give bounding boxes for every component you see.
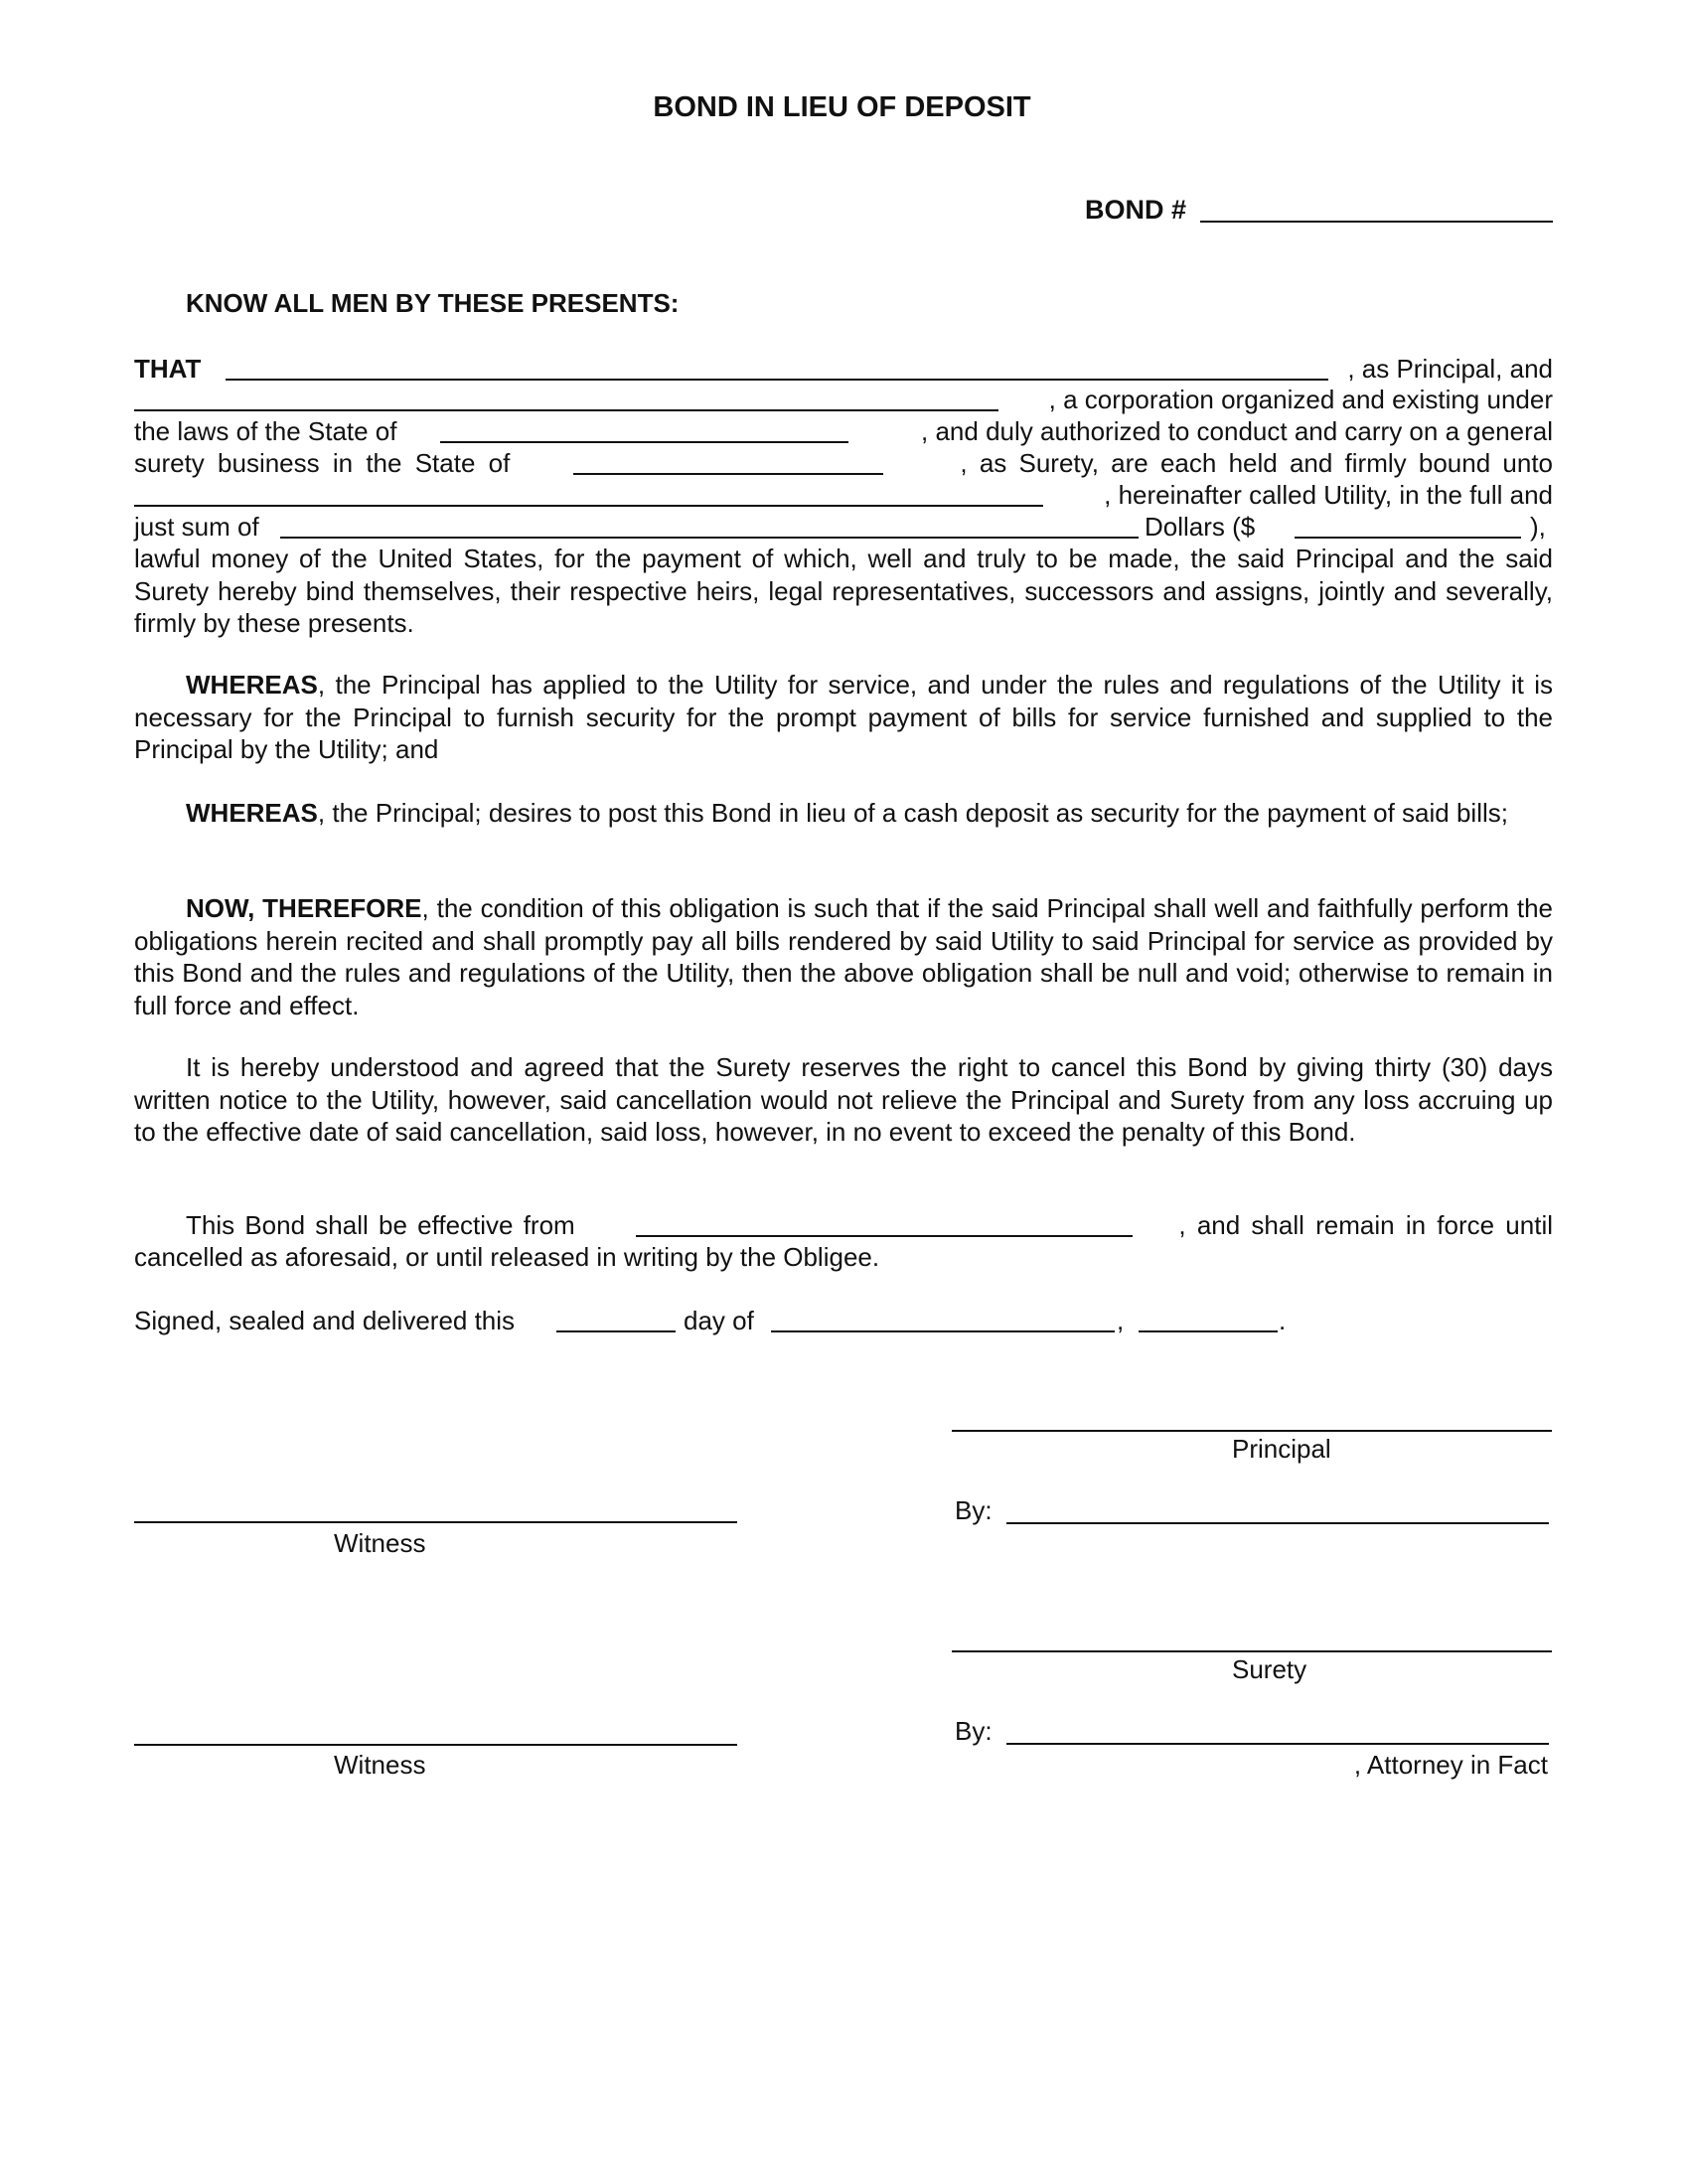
surety-signature-line[interactable]	[952, 1650, 1552, 1652]
year-field[interactable]	[1139, 1330, 1278, 1332]
sum-amount-field[interactable]	[1295, 537, 1521, 539]
lawful-money-paragraph: lawful money of the United States, for the payment of which, well and truly to be made, the said Principal and the said Surety hereby bind themselves, their respective heirs, legal representatives, successors and assigns, jointly and severally, firmly by these presents.	[134, 544, 1553, 638]
cancelled-text: cancelled as aforesaid, or until released in writing by the Obligee.	[134, 1242, 880, 1272]
bond-number-label: BOND #	[1085, 195, 1187, 225]
surety-by-label: By:	[955, 1716, 993, 1746]
surety-business-text: surety business in the State of	[134, 448, 511, 478]
principal-name-field[interactable]	[226, 379, 1328, 381]
sum-words-field[interactable]	[280, 537, 1139, 539]
just-sum-text: just sum of	[134, 512, 259, 542]
bond-number-field[interactable]	[1200, 221, 1553, 223]
witness-1-label: Witness	[334, 1528, 426, 1558]
authorized-text: , and duly authorized to conduct and carry on a general	[921, 416, 1553, 446]
dollars-text: Dollars ($	[1145, 512, 1256, 542]
principal-by-label: By:	[955, 1495, 993, 1525]
month-field[interactable]	[771, 1330, 1115, 1332]
corporation-text: , a corporation organized and existing under	[1048, 385, 1553, 414]
dollars-close-text: ),	[1530, 512, 1546, 542]
state-of-incorporation-field[interactable]	[440, 441, 848, 443]
now-therefore-text: , the condition of this obligation is such that if the said Principal shall well and faithfully perform the obligations herein recited and shall promptly pay all bills rendered by said Utility to said Principal for service as provided by this Bond and the rules and regulations of the Utility, then the above obligation shall be null and void; otherwise to remain in full force and effect.	[134, 893, 1554, 1020]
as-principal-text: , as Principal, and	[1347, 354, 1553, 384]
witness-2-signature-line[interactable]	[134, 1744, 737, 1746]
principal-label: Principal	[1232, 1434, 1331, 1464]
as-surety-text: , as Surety, are each held and firmly bound unto	[960, 448, 1553, 478]
surety-label: Surety	[1232, 1654, 1307, 1684]
whereas-2-lead: WHEREAS	[186, 798, 318, 828]
whereas-1-text: , the Principal has applied to the Utility for service, and under the rules and regulations of the Utility it is necessary for the Principal to furnish security for the prompt payment of bills for service furnished and supplied to the Principal by the Utility; and	[134, 670, 1553, 764]
utility-name-field[interactable]	[134, 505, 1043, 507]
surety-by-line[interactable]	[1006, 1743, 1549, 1745]
principal-by-line[interactable]	[1006, 1522, 1549, 1524]
attorney-in-fact-label: , Attorney in Fact	[1353, 1750, 1548, 1780]
effective-date-field[interactable]	[636, 1235, 1133, 1237]
principal-signature-line[interactable]	[952, 1430, 1552, 1432]
whereas-2-text: , the Principal; desires to post this Bond in lieu of a cash deposit as security for the payment of said bills;	[317, 798, 1508, 828]
signed-period: .	[1279, 1306, 1287, 1335]
now-therefore-lead: NOW, THEREFORE	[186, 893, 422, 923]
whereas-paragraph-2	[134, 797, 1553, 830]
witness-1-signature-line[interactable]	[134, 1521, 737, 1523]
know-all-heading: KNOW ALL MEN BY THESE PRESENTS:	[186, 288, 680, 318]
laws-state-text: the laws of the State of	[134, 416, 397, 446]
surety-state-field[interactable]	[573, 473, 883, 475]
signed-comma: ,	[1117, 1306, 1125, 1335]
that-label: THAT	[134, 354, 202, 384]
day-field[interactable]	[556, 1330, 676, 1332]
signed-text: Signed, sealed and delivered this	[134, 1306, 516, 1335]
surety-corporation-field[interactable]	[134, 409, 998, 411]
document-title: BOND IN LIEU OF DEPOSIT	[653, 91, 1031, 123]
remain-in-force-text: , and shall remain in force until	[1178, 1210, 1553, 1240]
hereinafter-text: , hereinafter called Utility, in the full and	[1104, 480, 1553, 510]
witness-2-label: Witness	[334, 1750, 426, 1780]
whereas-1-lead: WHEREAS	[186, 670, 318, 700]
effective-from-text: This Bond shall be effective from	[186, 1210, 575, 1240]
whereas-paragraph-1	[134, 669, 1553, 766]
now-therefore-paragraph	[134, 892, 1553, 1021]
day-of-text: day of	[684, 1306, 754, 1335]
cancellation-paragraph: It is hereby understood and agreed that the Surety reserves the right to cancel this Bond by giving thirty (30) days written notice to the Utility, however, said cancellation would not relieve the Principal and Surety from any loss accruing up to the effective date of said cancellation, said loss, however, in no event to exceed the penalty of this Bond.	[134, 1052, 1553, 1147]
